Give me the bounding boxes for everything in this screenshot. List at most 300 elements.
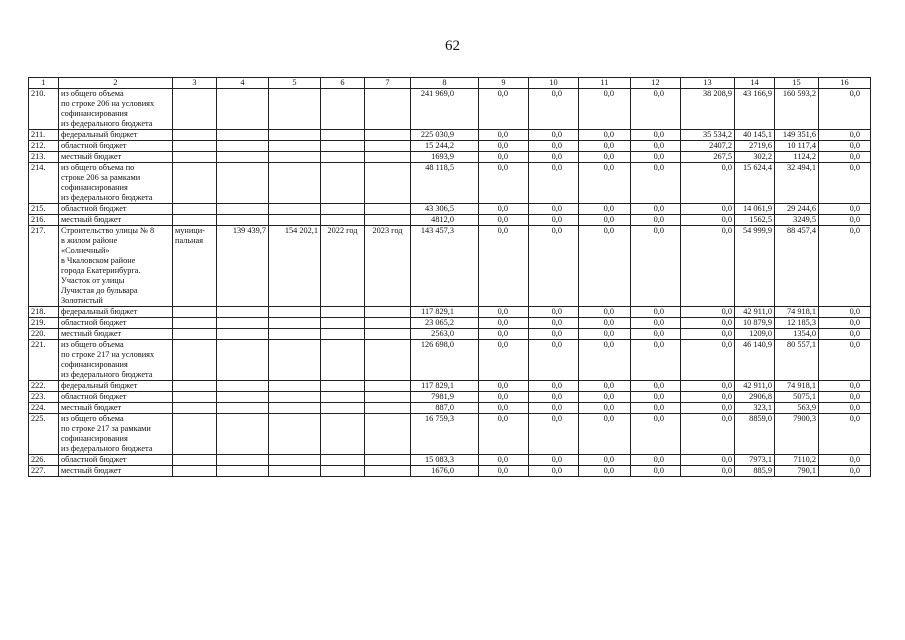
row-number: 210. <box>29 89 59 130</box>
value-cell: 0,0 <box>631 318 681 329</box>
value-cell: 0,0 <box>631 163 681 204</box>
value-cell: 0,0 <box>819 381 871 392</box>
end-year-cell <box>365 152 411 163</box>
cost-estimate-cell <box>217 307 269 318</box>
value-cell: 74 918,1 <box>775 307 819 318</box>
row-number: 214. <box>29 163 59 204</box>
start-year-cell <box>321 89 365 130</box>
row-number: 225. <box>29 414 59 455</box>
cost-current-cell <box>269 152 321 163</box>
value-cell: 0,0 <box>681 340 735 381</box>
value-cell: 0,0 <box>631 340 681 381</box>
total-cell: 4812,0 <box>411 215 479 226</box>
value-cell: 2906,8 <box>735 392 775 403</box>
start-year-cell <box>321 392 365 403</box>
cost-current-cell <box>269 204 321 215</box>
value-cell: 0,0 <box>529 392 579 403</box>
ownership-cell <box>173 204 217 215</box>
value-cell: 0,0 <box>479 152 529 163</box>
value-cell: 0,0 <box>819 141 871 152</box>
total-cell: 1693,9 <box>411 152 479 163</box>
value-cell: 0,0 <box>579 381 631 392</box>
value-cell: 323,1 <box>735 403 775 414</box>
value-cell: 0,0 <box>579 215 631 226</box>
ownership-cell <box>173 152 217 163</box>
row-name: из общего объема по строке 206 на условиях софинансирования из федерального бюджета <box>59 89 173 130</box>
total-cell: 15 083,3 <box>411 455 479 466</box>
table-row <box>29 89 871 130</box>
value-cell: 0,0 <box>681 215 735 226</box>
row-number: 220. <box>29 329 59 340</box>
column-number: 13 <box>681 78 735 89</box>
value-cell: 267,5 <box>681 152 735 163</box>
ownership-cell <box>173 307 217 318</box>
page-number: 62 <box>445 38 460 54</box>
row-number: 218. <box>29 307 59 318</box>
value-cell: 0,0 <box>479 215 529 226</box>
value-cell: 10 879,9 <box>735 318 775 329</box>
row-name: из общего объема по строке 217 на условиях софинансирования из федерального бюджета <box>59 340 173 381</box>
total-cell: 117 829,1 <box>411 307 479 318</box>
cost-estimate-cell <box>217 414 269 455</box>
ownership-cell: муници- пальная <box>173 226 217 307</box>
end-year-cell <box>365 381 411 392</box>
cost-current-cell <box>269 381 321 392</box>
column-number: 1 <box>29 78 59 89</box>
value-cell: 0,0 <box>479 318 529 329</box>
value-cell: 0,0 <box>631 392 681 403</box>
total-cell: 117 829,1 <box>411 381 479 392</box>
value-cell: 12 185,3 <box>775 318 819 329</box>
total-cell: 7981,9 <box>411 392 479 403</box>
total-cell: 43 306,5 <box>411 204 479 215</box>
value-cell: 0,0 <box>579 204 631 215</box>
column-number: 11 <box>579 78 631 89</box>
value-cell: 1124,2 <box>775 152 819 163</box>
row-name: из общего объема по строке 217 за рамками софинансирования из федерального бюджета <box>59 414 173 455</box>
value-cell: 2407,2 <box>681 141 735 152</box>
end-year-cell <box>365 141 411 152</box>
value-cell: 790,1 <box>775 466 819 477</box>
value-cell: 0,0 <box>631 455 681 466</box>
value-cell: 0,0 <box>579 226 631 307</box>
row-name: федеральный бюджет <box>59 381 173 392</box>
column-number: 6 <box>321 78 365 89</box>
cost-current-cell <box>269 215 321 226</box>
value-cell: 0,0 <box>579 141 631 152</box>
end-year-cell <box>365 89 411 130</box>
cost-current-cell <box>269 466 321 477</box>
value-cell: 0,0 <box>631 466 681 477</box>
value-cell: 149 351,6 <box>775 130 819 141</box>
total-cell: 23 065,2 <box>411 318 479 329</box>
ownership-cell <box>173 392 217 403</box>
value-cell: 0,0 <box>529 130 579 141</box>
value-cell: 7900,3 <box>775 414 819 455</box>
total-cell: 48 118,5 <box>411 163 479 204</box>
cost-estimate-cell <box>217 455 269 466</box>
value-cell: 0,0 <box>479 455 529 466</box>
cost-current-cell: 154 202,1 <box>269 226 321 307</box>
column-number: 12 <box>631 78 681 89</box>
row-name: местный бюджет <box>59 466 173 477</box>
value-cell: 14 061,9 <box>735 204 775 215</box>
value-cell: 0,0 <box>529 318 579 329</box>
start-year-cell <box>321 215 365 226</box>
value-cell: 1562,5 <box>735 215 775 226</box>
value-cell: 0,0 <box>579 414 631 455</box>
value-cell: 40 145,1 <box>735 130 775 141</box>
column-number: 4 <box>217 78 269 89</box>
value-cell: 0,0 <box>819 455 871 466</box>
row-number: 221. <box>29 340 59 381</box>
total-cell: 1676,0 <box>411 466 479 477</box>
cost-current-cell <box>269 455 321 466</box>
row-number: 224. <box>29 403 59 414</box>
cost-current-cell <box>269 89 321 130</box>
value-cell: 0,0 <box>819 307 871 318</box>
value-cell: 0,0 <box>529 226 579 307</box>
value-cell: 0,0 <box>479 204 529 215</box>
row-name: областной бюджет <box>59 141 173 152</box>
value-cell: 0,0 <box>479 89 529 130</box>
total-cell: 2563,0 <box>411 329 479 340</box>
value-cell: 0,0 <box>819 204 871 215</box>
table-row <box>29 141 871 152</box>
row-number: 215. <box>29 204 59 215</box>
row-name: областной бюджет <box>59 204 173 215</box>
value-cell: 54 999,9 <box>735 226 775 307</box>
total-cell: 126 698,0 <box>411 340 479 381</box>
value-cell: 0,0 <box>681 455 735 466</box>
value-cell: 0,0 <box>819 340 871 381</box>
column-number: 9 <box>479 78 529 89</box>
cost-estimate-cell <box>217 340 269 381</box>
table-row <box>29 403 871 414</box>
value-cell: 0,0 <box>579 455 631 466</box>
cost-current-cell <box>269 414 321 455</box>
total-cell: 887,0 <box>411 403 479 414</box>
column-number: 14 <box>735 78 775 89</box>
value-cell: 0,0 <box>479 226 529 307</box>
value-cell: 0,0 <box>579 392 631 403</box>
ownership-cell <box>173 455 217 466</box>
cost-current-cell <box>269 163 321 204</box>
row-number: 227. <box>29 466 59 477</box>
table-row <box>29 340 871 381</box>
value-cell: 0,0 <box>579 130 631 141</box>
start-year-cell <box>321 340 365 381</box>
value-cell: 0,0 <box>819 466 871 477</box>
column-number: 7 <box>365 78 411 89</box>
end-year-cell <box>365 130 411 141</box>
column-number: 3 <box>173 78 217 89</box>
value-cell: 0,0 <box>529 204 579 215</box>
row-name: местный бюджет <box>59 403 173 414</box>
end-year-cell <box>365 392 411 403</box>
value-cell: 0,0 <box>579 152 631 163</box>
table-row <box>29 318 871 329</box>
cost-current-cell <box>269 403 321 414</box>
value-cell: 0,0 <box>529 307 579 318</box>
value-cell: 0,0 <box>479 340 529 381</box>
value-cell: 2719,6 <box>735 141 775 152</box>
value-cell: 0,0 <box>529 152 579 163</box>
value-cell: 0,0 <box>579 163 631 204</box>
table-row <box>29 466 871 477</box>
cost-estimate-cell: 139 439,7 <box>217 226 269 307</box>
table-row <box>29 307 871 318</box>
ownership-cell <box>173 215 217 226</box>
cost-current-cell <box>269 318 321 329</box>
value-cell: 0,0 <box>681 307 735 318</box>
ownership-cell <box>173 381 217 392</box>
value-cell: 0,0 <box>819 130 871 141</box>
value-cell: 0,0 <box>681 163 735 204</box>
value-cell: 0,0 <box>681 392 735 403</box>
value-cell: 0,0 <box>529 340 579 381</box>
value-cell: 0,0 <box>819 152 871 163</box>
start-year-cell <box>321 141 365 152</box>
row-name: областной бюджет <box>59 392 173 403</box>
ownership-cell <box>173 340 217 381</box>
ownership-cell <box>173 318 217 329</box>
column-number: 15 <box>775 78 819 89</box>
value-cell: 0,0 <box>631 152 681 163</box>
cost-estimate-cell <box>217 163 269 204</box>
start-year-cell <box>321 414 365 455</box>
total-cell: 143 457,3 <box>411 226 479 307</box>
value-cell: 0,0 <box>529 403 579 414</box>
ownership-cell <box>173 403 217 414</box>
row-name: областной бюджет <box>59 455 173 466</box>
value-cell: 0,0 <box>579 318 631 329</box>
value-cell: 0,0 <box>579 466 631 477</box>
value-cell: 0,0 <box>681 466 735 477</box>
value-cell: 0,0 <box>631 307 681 318</box>
value-cell: 0,0 <box>631 215 681 226</box>
value-cell: 10 117,4 <box>775 141 819 152</box>
value-cell: 15 624,4 <box>735 163 775 204</box>
row-number: 222. <box>29 381 59 392</box>
row-number: 217. <box>29 226 59 307</box>
budget-table <box>28 77 871 477</box>
table-row <box>29 226 871 307</box>
value-cell: 0,0 <box>819 403 871 414</box>
value-cell: 563,9 <box>775 403 819 414</box>
value-cell: 0,0 <box>631 89 681 130</box>
table-row <box>29 130 871 141</box>
value-cell: 46 140,9 <box>735 340 775 381</box>
start-year-cell <box>321 130 365 141</box>
value-cell: 160 593,2 <box>775 89 819 130</box>
value-cell: 0,0 <box>529 329 579 340</box>
row-number: 216. <box>29 215 59 226</box>
start-year-cell <box>321 152 365 163</box>
start-year-cell <box>321 318 365 329</box>
column-number-row <box>29 78 871 89</box>
cost-estimate-cell <box>217 381 269 392</box>
value-cell: 0,0 <box>631 141 681 152</box>
value-cell: 1354,0 <box>775 329 819 340</box>
ownership-cell <box>173 163 217 204</box>
value-cell: 5075,1 <box>775 392 819 403</box>
value-cell: 32 494,1 <box>775 163 819 204</box>
value-cell: 0,0 <box>819 392 871 403</box>
cost-estimate-cell <box>217 403 269 414</box>
total-cell: 241 969,0 <box>411 89 479 130</box>
value-cell: 0,0 <box>681 403 735 414</box>
value-cell: 42 911,0 <box>735 381 775 392</box>
end-year-cell <box>365 163 411 204</box>
end-year-cell <box>365 318 411 329</box>
table-row <box>29 414 871 455</box>
value-cell: 0,0 <box>631 204 681 215</box>
end-year-cell <box>365 329 411 340</box>
end-year-cell <box>365 215 411 226</box>
total-cell: 225 030,9 <box>411 130 479 141</box>
cost-estimate-cell <box>217 318 269 329</box>
value-cell: 0,0 <box>529 141 579 152</box>
cost-current-cell <box>269 329 321 340</box>
value-cell: 0,0 <box>631 226 681 307</box>
cost-current-cell <box>269 130 321 141</box>
cost-estimate-cell <box>217 204 269 215</box>
value-cell: 0,0 <box>681 329 735 340</box>
value-cell: 0,0 <box>529 466 579 477</box>
end-year-cell <box>365 403 411 414</box>
value-cell: 0,0 <box>479 403 529 414</box>
start-year-cell: 2022 год <box>321 226 365 307</box>
column-number: 8 <box>411 78 479 89</box>
start-year-cell <box>321 307 365 318</box>
value-cell: 0,0 <box>579 89 631 130</box>
value-cell: 42 911,0 <box>735 307 775 318</box>
row-name: местный бюджет <box>59 215 173 226</box>
column-number: 2 <box>59 78 173 89</box>
value-cell: 0,0 <box>479 381 529 392</box>
value-cell: 0,0 <box>631 381 681 392</box>
total-cell: 16 759,3 <box>411 414 479 455</box>
value-cell: 43 166,9 <box>735 89 775 130</box>
table-row <box>29 455 871 466</box>
cost-current-cell <box>269 141 321 152</box>
end-year-cell <box>365 307 411 318</box>
value-cell: 0,0 <box>631 414 681 455</box>
value-cell: 1209,0 <box>735 329 775 340</box>
start-year-cell <box>321 466 365 477</box>
cost-estimate-cell <box>217 392 269 403</box>
value-cell: 0,0 <box>479 329 529 340</box>
row-name: местный бюджет <box>59 152 173 163</box>
value-cell: 0,0 <box>631 130 681 141</box>
ownership-cell <box>173 141 217 152</box>
value-cell: 3249,5 <box>775 215 819 226</box>
end-year-cell <box>365 340 411 381</box>
row-number: 226. <box>29 455 59 466</box>
value-cell: 74 918,1 <box>775 381 819 392</box>
cost-estimate-cell <box>217 215 269 226</box>
value-cell: 0,0 <box>479 466 529 477</box>
cost-estimate-cell <box>217 329 269 340</box>
value-cell: 0,0 <box>579 307 631 318</box>
value-cell: 0,0 <box>529 163 579 204</box>
value-cell: 7110,2 <box>775 455 819 466</box>
table-row <box>29 163 871 204</box>
value-cell: 0,0 <box>579 340 631 381</box>
row-name: из общего объема по строке 206 за рамками софинансирования из федерального бюджета <box>59 163 173 204</box>
table-row <box>29 215 871 226</box>
cost-estimate-cell <box>217 89 269 130</box>
value-cell: 0,0 <box>819 215 871 226</box>
value-cell: 0,0 <box>819 318 871 329</box>
value-cell: 88 457,4 <box>775 226 819 307</box>
value-cell: 0,0 <box>681 414 735 455</box>
row-name: областной бюджет <box>59 318 173 329</box>
value-cell: 0,0 <box>579 403 631 414</box>
table-row <box>29 392 871 403</box>
column-number: 10 <box>529 78 579 89</box>
column-number: 16 <box>819 78 871 89</box>
value-cell: 302,2 <box>735 152 775 163</box>
end-year-cell <box>365 455 411 466</box>
row-number: 223. <box>29 392 59 403</box>
value-cell: 0,0 <box>529 381 579 392</box>
value-cell: 0,0 <box>529 414 579 455</box>
value-cell: 0,0 <box>631 329 681 340</box>
total-cell: 15 244,2 <box>411 141 479 152</box>
value-cell: 885,9 <box>735 466 775 477</box>
table-row <box>29 381 871 392</box>
column-number: 5 <box>269 78 321 89</box>
value-cell: 0,0 <box>819 226 871 307</box>
start-year-cell <box>321 455 365 466</box>
value-cell: 0,0 <box>529 215 579 226</box>
value-cell: 0,0 <box>479 141 529 152</box>
end-year-cell: 2023 год <box>365 226 411 307</box>
table-row <box>29 204 871 215</box>
value-cell: 0,0 <box>479 392 529 403</box>
row-name: федеральный бюджет <box>59 307 173 318</box>
value-cell: 35 534,2 <box>681 130 735 141</box>
row-number: 212. <box>29 141 59 152</box>
cost-current-cell <box>269 340 321 381</box>
ownership-cell <box>173 130 217 141</box>
value-cell: 0,0 <box>819 89 871 130</box>
start-year-cell <box>321 403 365 414</box>
value-cell: 8859,0 <box>735 414 775 455</box>
value-cell: 7973,1 <box>735 455 775 466</box>
cost-estimate-cell <box>217 466 269 477</box>
end-year-cell <box>365 204 411 215</box>
value-cell: 0,0 <box>479 414 529 455</box>
value-cell: 0,0 <box>819 329 871 340</box>
value-cell: 38 208,9 <box>681 89 735 130</box>
row-name: федеральный бюджет <box>59 130 173 141</box>
value-cell: 0,0 <box>479 307 529 318</box>
ownership-cell <box>173 466 217 477</box>
value-cell: 0,0 <box>631 403 681 414</box>
start-year-cell <box>321 381 365 392</box>
cost-estimate-cell <box>217 141 269 152</box>
row-number: 211. <box>29 130 59 141</box>
value-cell: 0,0 <box>681 381 735 392</box>
value-cell: 0,0 <box>479 130 529 141</box>
value-cell: 29 244,6 <box>775 204 819 215</box>
row-name: местный бюджет <box>59 329 173 340</box>
value-cell: 0,0 <box>681 318 735 329</box>
ownership-cell <box>173 329 217 340</box>
